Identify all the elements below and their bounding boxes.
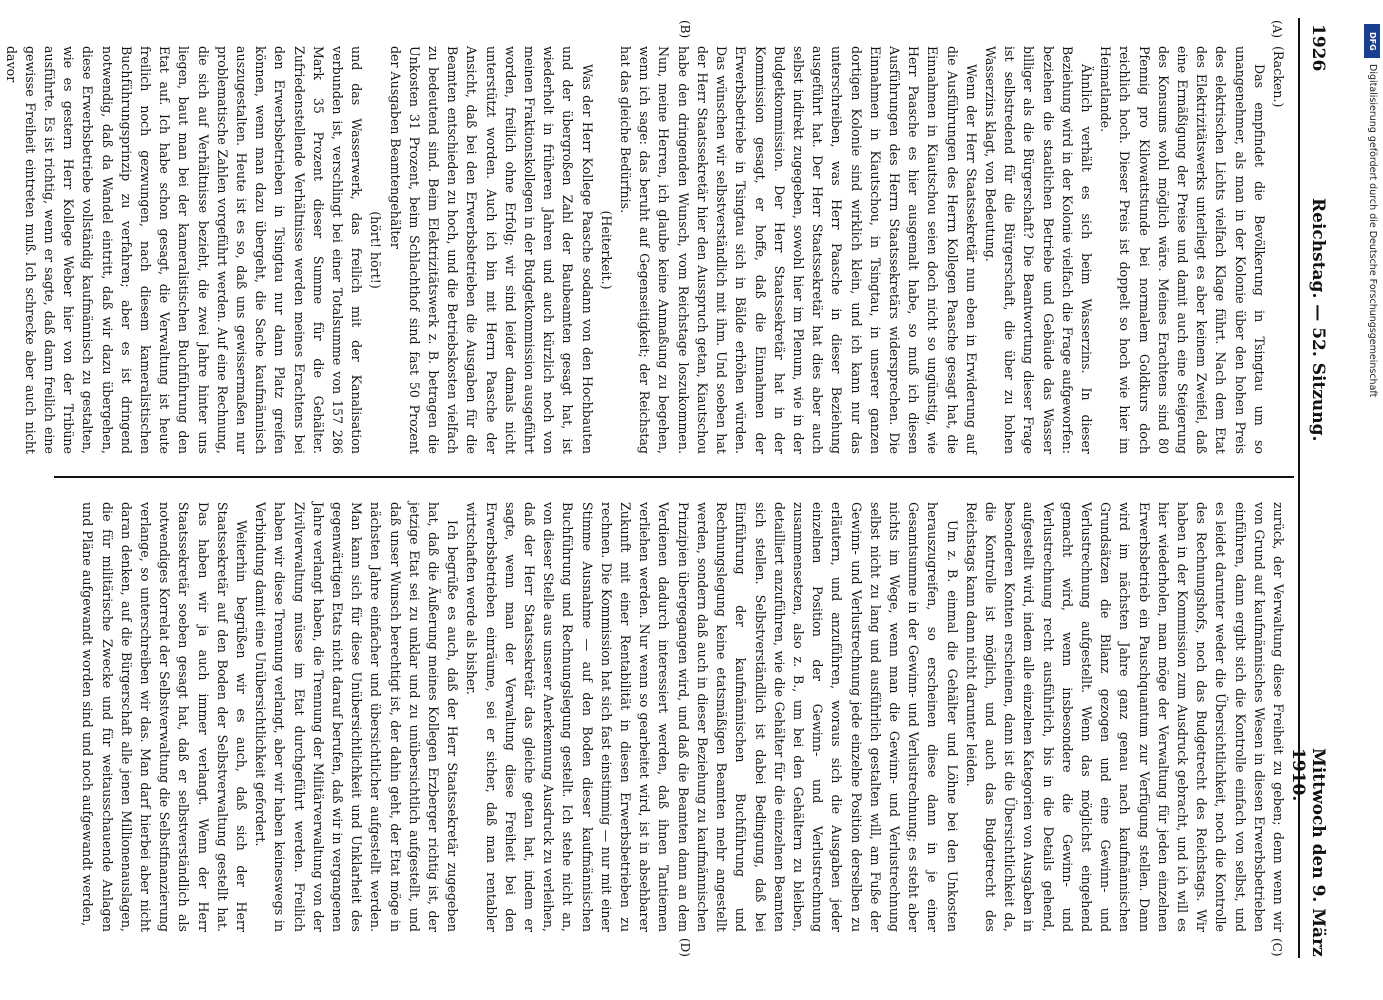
column-divider — [54, 476, 1294, 478]
credit-text: Digitalisierung gefördert durch die Deutsche Forschungsgemeinschaft — [1367, 64, 1378, 398]
paragraph: und das Wasserwerk, das freilich mit der Kanalisation verbunden ist, verschlingt bei einer Totalsumme von 157 286 Mark 35 Prozent dieser Summe für die Gehälter. Zufriedenstellende Verhältnisse werden meines Erachtens bei den Erwerbsbetrieben in Tsingtau nur dann Platz greifen können, wenn man dazu übergeht, die Sache kaufmännisch auszugestalten. Heute ist es so, daß uns gewissermaßen nur problematische Zahlen vorgeführt werden. Auf eine Rechnung, die sich auf Verhältnisse bezieht, die zwei Jahre hinter uns liegen, baut man bei der kameralistischen Buchführung den Etat auf. Ich habe schon gesagt, die Verwaltung ist heute freilich noch gezwungen, nach diesem kameralistischen Buchführungsprinzip zu verfahren; aber es ist dringend notwendig, daß da Wandel eintritt, daß wir dazu übergehen, diese Erwerbsbetriebe vollständig kaufmännisch zu gestalten, wie es gestern Herr Kollege Weber hier von der Tribüne ausführte. Es ist richtig, wenn er sagte, daß dann freilich eine gewisse Freiheit eintreten muß. Ich schrecke aber auch nicht davor — [3, 46, 365, 454]
page-number: 1926 — [1308, 24, 1328, 72]
interjection: (Heiterkeit.) — [598, 210, 614, 290]
left-text-column — [1, 46, 1288, 454]
paragraph: Weiterhin begrüßen wir es auch, daß sich der Herr Staatssekretär auf den Boden der Selbstverwaltung gestellt hat. Das haben wir ja auch immer verlangt. Wenn der Herr Staatssekretär soeben gesagt hat, daß er selbstverständlich als notwendiges Korrelat der Selbstverwaltung die Selbstfinanzierung verlange, so unterschreiben wir das. Man darf hierbei aber nicht daran denken, auf die Bürgerschaft alle jenen Millionenauslagen, die für militärische Zwecke und für weitausschauende Anlagen und Pläne aufgewandt worden sind und noch aufgewandt werden, — [80, 502, 250, 932]
paragraph: zurück, der Verwaltung diese Freiheit zu geben; denn wenn wir von Grund auf kaufmännisches Wesen in diesen Erwerbsbetrieben einführen, dann ergibt sich die Kontrolle einfach von selbst, und es leidet darunter weder die Übersichtlichkeit, noch die Kontrolle des Rechnungshofs, noch das Budgetrecht des Reichstags. Wir haben in der Kommission zum Ausdruck gebracht, und ich will es hier wiederholen, man möge der Verwaltung für jeden einzelnen Erwerbsbetrieb ein Pauschquantum zur Verfügung stellen. Dann wird im nächsten Jahre ganz genau nach kaufmännischen Grundsätzen die Bilanz gezogen und eine Gewinn- und Verlustrechnung aufgestellt. Wenn das möglichst eingehend gemacht wird, wenn insbesondere die Gewinn- und Verlustrechnung recht ausführlich, bis in die Details gehend, aufgestellt wird, indem alle einzelnen Kategorien von Ausgaben in besonderen Konten erscheinen, dann ist die Übersichtlichkeit da, die Kontrolle ist möglich, und auch das Budgetrecht des Reichstags kann dann nicht darunter leiden. — [963, 502, 1286, 932]
document-page — [3, 18, 1334, 958]
dfg-logo-icon: DFG — [1364, 24, 1380, 58]
margin-marker-d: (D) — [678, 938, 692, 957]
interjection: (hört! hört!) — [368, 211, 384, 289]
digitization-credit — [1364, 24, 1380, 984]
paragraph: Was der Herr Kollege Paasche sodann von den Hochbauten und der übergroßen Zahl der Baubeamten gesagt hat, ist wiederholt in früheren Jahren und auch kürzlich noch von meinen Fraktionskollegen in der Budgetkommission ausgeführt worden, freilich ohne Erfolg; wir sind leider damals nicht unterstützt worden. Auch ich bin mit Herrn Paasche der Ansicht, daß bei den Erwerbsbetrieben die Ausgaben für die Beamten entschieden zu hoch, und die Betriebskosten vielfach zu bedeutend sind. Beim Elektrizitätswerk z. B. betragen die Unkosten 31 Prozent, beim Schlachthof sind fast 50 Prozent der Ausgaben Beamtengehälter — [387, 46, 595, 454]
margin-marker-a: (A) — [1270, 20, 1284, 39]
paragraph: Ähnlich verhält es sich beim Wasserzins. In dieser Beziehung wird in der Kolonie vielfach die Frage aufgeworfen: beziehen die staatlichen Betriebe und Gebäude das Wasser billiger als die Bürgerschaft? Die Beantwortung dieser Frage ist selbstredend für die Bürgerschaft, die über zu hohen Wasserzins klagt, von Bedeutung. — [982, 46, 1094, 454]
paragraph: Um z. B. einmal die Gehälter und Löhne bei den Unkosten herauszugreifen, so erscheinen diese dann in je einer Gesamtsumme in der Gewinn- und Verlustrechnung; es steht aber nichts im Wege, wenn man die Gewinn- und Verlustrechnung selbst nicht zu lang und ausführlich gestalten will, am Fuße der Gewinn- und Verlustrechnung jede einzelne Position derselben zu erläutern, und anzuführen, woraus sich die Ausgaben jeder einzelnen Position der Gewinn- und Verlustrechnung zusammensetzen, also z. B., um bei den Gehältern zu bleiben, detailliert anzuführen, wie die Gehälter für die einzelnen Beamten sich stellen. Selbstverständlich ist dabei Bedingung, daß bei Einführung der kaufmännischen Buchführung und Rechnungslegung keine etatsmäßigen Beamten mehr angestellt werden, sondern daß auch in dieser Beziehung zu kaufmännischen Prinzipien übergegangen wird, und daß die Beamten dann an dem Verdienen dadurch interessiert werden, daß ihnen Tantiemen verliehen werden. Nur wenn so gearbeitet wird, ist in absehbarer Zukunft mit einer Rentabilität in diesen Erwerbsbetrieben zu rechnen. Die Kommission hat sich fast einstimmig — nur mit einer Stimme Ausnahme — auf den Boden dieser kaufmännischen Buchführung und Rechnungslegung gestellt. Ich stehe nicht an, von dieser Stelle aus unserer Anerkennung Ausdruck zu verleihen, daß der Herr Staatssekretär das gleiche getan hat, indem er sagte, wenn man der Verwaltung diese Freiheit bei den Erwerbsbetrieben einräume, sei er sicher, daß man rentabler wirtschaften werde als bisher. — [464, 502, 960, 932]
header-session: Reichstag. — 52. Sitzung. — [1308, 198, 1328, 442]
paragraph: Das empfindet die Bevölkerung in Tsingtau um so unangenehmer, als man in der Kolonie über den hohen Preis des elektrischen Lichts vielfach Klage führt. Nach dem Etat des Elektrizitätswerks unterliegt es aber keinem Zweifel, daß eine Ermäßigung der Preise und damit auch eine Steigerung des Konsums wohl möglich wäre. Meines Erachtens sind 80 Pfennig pro Kilowattstunde bei normalem Goldkurs doch reichlich hoch. Dieser Preis ist doppelt so hoch wie hier im Heimatlande. — [1098, 46, 1267, 454]
header-date: Mittwoch den 9. März 1910. — [1288, 748, 1328, 957]
paragraph: Wenn der Herr Staatssekretär nun eben in Erwiderung auf die Ausführungen des Herrn Kollegen Paasche gesagt hat, die Einnahmen in Kiautschou seien doch nicht so ungünstig, wie Herr Paasche es hier ausgemalt habe, so muß ich diesen Ausführungen des Herrn Staatssekretärs widersprechen. Die Einnahmen in Kiautschou, in Tsingtau, in unserer ganzen dortigen Kolonie sind wirklich klein, und ich kann nur das unterschreiben, was Herr Paasche in dieser Beziehung ausgeführt hat. Der Herr Staatssekretär hat dies aber auch selbst indirekt zugegeben, sowohl hier im Plenum, wie in der Budgetkommission. Der Herr Staatssekretär hat in der Kommission gesagt, er hoffe, daß die Einnahmen der Erwerbsbetriebe in Tsingtau sich in Bälde erhöhen würden. Das wünschen wir selbstverständlich mit ihm. Und soeben hat der Herr Staatssekretär hier den Ausspruch getan, Kiautschou habe den dringenden Wunsch, vom Reichstage loszukommen. Nun, meine Herren, ich glaube keine Anmaßung zu begehen, wenn ich sage: das beruht auf Gegenseitigkeit; der Reichstag hat das gleiche Bedürfnis. — [618, 46, 979, 454]
margin-marker-b: (B) — [678, 20, 692, 39]
paragraph: Ich begrüße es auch, daß der Herr Staatssekretär zugegeben hat, daß die Äußerung meines Kollegen Erzberger richtig ist, der jetzige Etat sei zu unklar und zu unübersichtlich aufgestellt, und daß unser Wunsch berechtigt ist, der dahin geht, der Etat möge in nächsten Jahre einfacher und übersichtlicher aufgestellt werden. Man kann sich für diese Unübersichtlichkeit und Unklarheit des gegenwärtigen Etats nicht darauf berufen, daß wir in vergangenen Jahre verlangt haben, die Trennung der Militärverwaltung von der Zivilverwaltung müsse im Etat durchgeführt werden. Freilich haben wir diese Trennung verlangt, aber wir haben keineswegs in Verbindung damit eine Unübersichtlichkeit gefordert. — [253, 502, 461, 932]
speaker-label: (Racken.) — [1271, 46, 1286, 108]
right-text-column — [78, 502, 1288, 932]
page-header — [1288, 18, 1334, 958]
margin-marker-c: (C) — [1270, 938, 1284, 957]
